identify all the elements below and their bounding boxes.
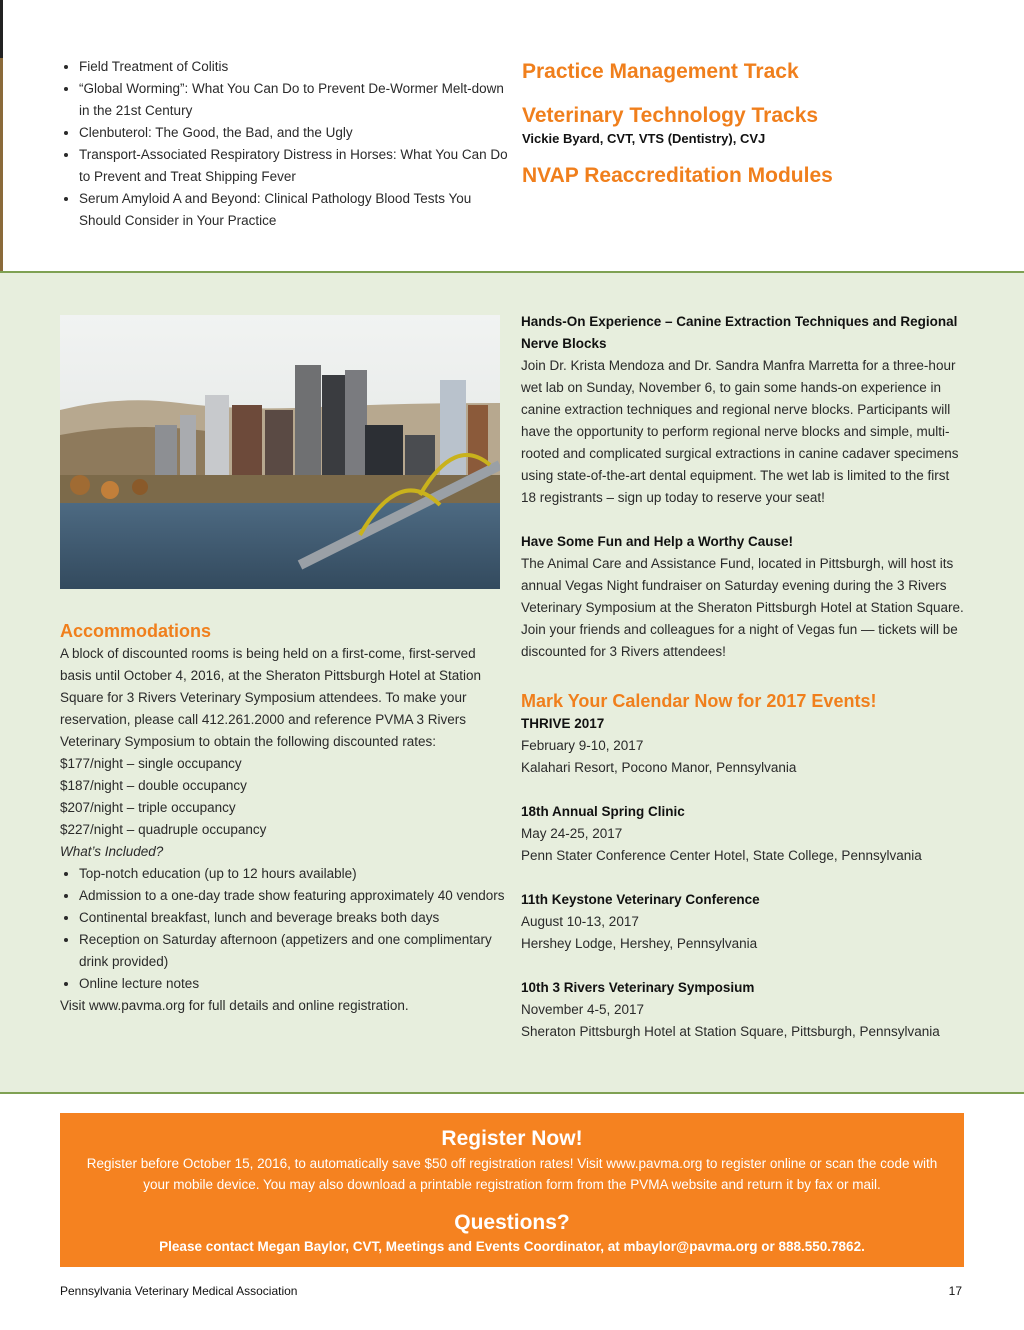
included-heading: What’s Included?	[60, 844, 164, 859]
footer-org: Pennsylvania Veterinary Medical Association	[60, 1284, 298, 1298]
event-name: 18th Annual Spring Clinic	[521, 804, 685, 819]
fun-body: The Animal Care and Assistance Fund, located in Pittsburgh, will host its annual Vegas Night fundraiser on Saturday evening during the 3 Rivers Veterinary Symposium at the Sheraton Pittsburgh Hotel at Station Square. Join your friends and colleagues for a night of Vegas fun — tickets will be discounted for 3 Rivers attendees!	[521, 556, 964, 659]
event-item	[521, 713, 966, 779]
event-item	[521, 889, 966, 955]
handson-body: Join Dr. Krista Mendoza and Dr. Sandra Manfra Marretta for a three-hour wet lab on Sunday, November 6, to gain some hands-on experience in canine extraction techniques and regional nerve blocks. Participants will have the opportunity to perform regional nerve blocks and simple, multi-rooted and complicated surgical extractions in canine cadaver specimens using state-of-the-art dental equipment. The wet lab is limited to the first 18 registrants – sign up today to reserve your seat!	[521, 358, 959, 505]
list-item: • Field Treatment of Colitis	[79, 56, 510, 78]
list-item: • Online lecture notes	[79, 973, 510, 995]
skyline-illustration	[60, 315, 500, 589]
event-name: 11th Keystone Veterinary Conference	[521, 892, 760, 907]
rate-item: $227/night – quadruple occupancy	[60, 822, 267, 837]
list-item: • Continental breakfast, lunch and beverage breaks both days	[79, 907, 510, 929]
event-place: Sheraton Pittsburgh Hotel at Station Square, Pittsburgh, Pennsylvania	[521, 1024, 940, 1039]
event-date: November 4-5, 2017	[521, 1002, 645, 1017]
info-panel	[0, 271, 1024, 1094]
visit-text: Visit www.pavma.org for full details and online registration.	[60, 998, 409, 1013]
session-list	[60, 56, 510, 232]
tracks-panel	[522, 58, 1002, 190]
event-item	[521, 977, 966, 1043]
list-item: • Admission to a one-day trade show featuring approximately 40 vendors	[79, 885, 510, 907]
handson-heading: Hands-On Experience – Canine Extraction Techniques and Regional Nerve Blocks	[521, 314, 958, 351]
vettech-track-heading: Veterinary Technology Tracks	[522, 104, 819, 127]
event-place: Hershey Lodge, Hershey, Pennsylvania	[521, 936, 758, 951]
page-number: 17	[948, 1284, 962, 1298]
event-date: February 9-10, 2017	[521, 738, 644, 753]
nvap-heading: NVAP Reaccreditation Modules	[522, 164, 833, 187]
accommodations-body: A block of discounted rooms is being held on a first-come, first-served basis until October 4, 2016, at the Sheraton Pittsburgh Hotel at Station Square for 3 Rivers Veterinary Symposium attendees. To make your reservation, please call 412.261.2000 and reference PVMA 3 Rivers Veterinary Symposium to obtain the following discounted rates:	[60, 646, 482, 749]
event-place: Kalahari Resort, Pocono Manor, Pennsylvania	[521, 760, 797, 775]
questions-heading: Questions?	[454, 1211, 570, 1234]
practice-track-heading: Practice Management Track	[522, 60, 799, 83]
page-edge-strip-dark	[0, 0, 3, 58]
list-item: • Reception on Saturday afternoon (appetizers and one complimentary drink provided)	[79, 929, 510, 973]
event-item	[521, 801, 966, 867]
city-skyline-photo	[60, 315, 500, 589]
rate-item: $207/night – triple occupancy	[60, 800, 236, 815]
rate-item: $177/night – single occupancy	[60, 756, 242, 771]
event-place: Penn Stater Conference Center Hotel, State College, Pennsylvania	[521, 848, 922, 863]
accommodations-heading: Accommodations	[60, 621, 212, 641]
list-item: • Serum Amyloid A and Beyond: Clinical Pathology Blood Tests You Should Consider in Your Practice	[79, 188, 510, 232]
list-item: • Top-notch education (up to 12 hours available)	[79, 863, 510, 885]
register-banner	[60, 1113, 964, 1267]
vettech-speaker: Vickie Byard, CVT, VTS (Dentistry), CVJ	[522, 131, 766, 146]
rate-item: $187/night – double occupancy	[60, 778, 247, 793]
events-column	[521, 311, 966, 1043]
list-item: • Transport-Associated Respiratory Distress in Horses: What You Can Do to Prevent and Treat Shipping Fever	[79, 144, 510, 188]
contact-text: Please contact Megan Baylor, CVT, Meetings and Events Coordinator, at mbaylor@pavma.org or 888.550.7862.	[159, 1239, 865, 1254]
event-date: August 10-13, 2017	[521, 914, 639, 929]
register-text: Register before October 15, 2016, to automatically save $50 off registration rates! Visit www.pavma.org to register online or scan the code with your mobile device. You may also download a printable registration form from the PVMA website and return it by fax or mail.	[86, 1156, 938, 1192]
register-heading: Register Now!	[441, 1127, 583, 1150]
event-name: 10th 3 Rivers Veterinary Symposium	[521, 980, 755, 995]
list-item: • Clenbuterol: The Good, the Bad, and the Ugly	[79, 122, 510, 144]
fun-heading: Have Some Fun and Help a Worthy Cause!	[521, 534, 794, 549]
included-list	[60, 863, 510, 995]
calendar-heading: Mark Your Calendar Now for 2017 Events!	[521, 691, 877, 711]
list-item: • “Global Worming”: What You Can Do to Prevent De-Wormer Melt-down in the 21st Century	[79, 78, 510, 122]
rate-list	[60, 753, 510, 841]
event-name: THRIVE 2017	[521, 716, 605, 731]
event-date: May 24-25, 2017	[521, 826, 623, 841]
accommodations-section	[60, 619, 510, 1017]
